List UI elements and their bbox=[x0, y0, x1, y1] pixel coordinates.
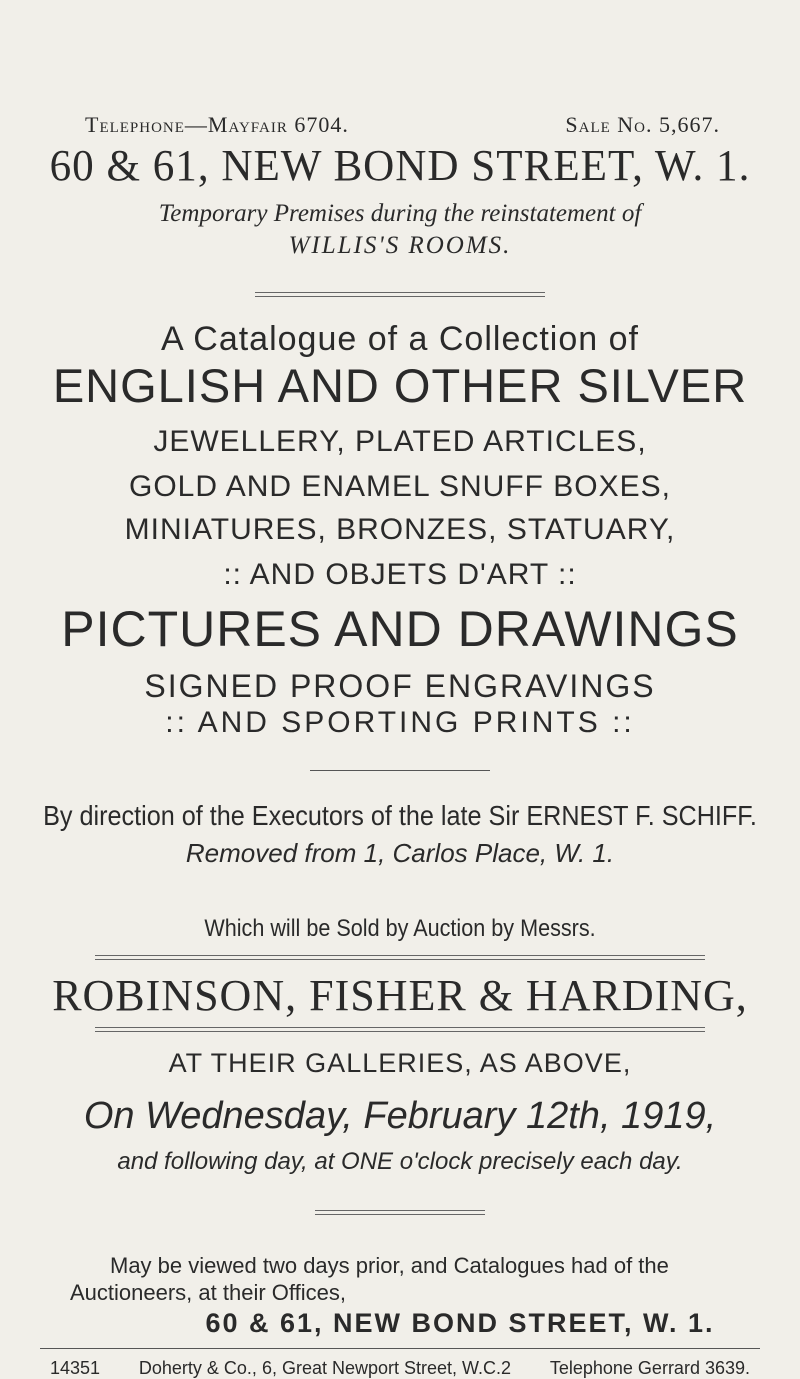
telephone-line: Telephone—Mayfair 6704. bbox=[85, 112, 349, 137]
offices-address: 60 & 61, NEW BOND STREET, W. 1. bbox=[205, 1308, 715, 1338]
divider bbox=[310, 770, 490, 771]
items-line-1: JEWELLERY, PLATED ARTICLES, bbox=[153, 425, 647, 458]
footer-number: 14351 bbox=[50, 1358, 101, 1378]
footer-rule bbox=[40, 1348, 760, 1349]
viewing-text: May be viewed two days prior, and Catalogues had of the Auctioneers, at their Offices, bbox=[70, 1253, 669, 1305]
items-line-3: MINIATURES, BRONZES, STATUARY, bbox=[124, 513, 676, 546]
firm-bottom-rule bbox=[95, 1027, 705, 1032]
willis-rooms: WILLIS'S ROOMS. bbox=[288, 232, 512, 259]
items-line-2: GOLD AND ENAMEL SNUFF BOXES, bbox=[129, 470, 671, 503]
removed-from-line: Removed from 1, Carlos Place, W. 1. bbox=[185, 838, 615, 868]
ornament-divider bbox=[255, 292, 545, 297]
temporary-premises: Temporary Premises during the reinstatement of bbox=[158, 200, 642, 227]
auctioneer-firm: ROBINSON, FISHER & HARDING, bbox=[52, 971, 748, 1020]
galleries-line: AT THEIR GALLERIES, AS ABOVE, bbox=[168, 1048, 632, 1078]
printer-telephone: Telephone Gerrard 3639. bbox=[549, 1358, 750, 1378]
pictures-heading: PICTURES AND DRAWINGS bbox=[61, 601, 739, 657]
printer-name: Doherty & Co., 6, Great Newport Street, W.C.2 bbox=[138, 1358, 512, 1378]
engravings-line: SIGNED PROOF ENGRAVINGS bbox=[144, 668, 656, 704]
catalogue-heading: A Catalogue of a Collection of bbox=[161, 320, 639, 358]
sale-date: On Wednesday, February 12th, 1919, bbox=[83, 1095, 717, 1137]
sale-time: and following day, at ONE o'clock precisely each day. bbox=[117, 1148, 683, 1175]
auction-intro: Which will be Sold by Auction by Messrs. bbox=[204, 915, 596, 942]
sale-number: Sale No. 5,667. bbox=[565, 112, 720, 137]
executors-line: By direction of the Executors of the late Sir ERNEST F. SCHIFF. bbox=[43, 800, 757, 831]
sporting-prints-line: :: AND SPORTING PRINTS :: bbox=[165, 706, 635, 739]
silver-heading: ENGLISH AND OTHER SILVER bbox=[52, 359, 748, 412]
ornament-divider-2 bbox=[315, 1210, 485, 1215]
header-address: 60 & 61, NEW BOND STREET, W. 1. bbox=[49, 141, 751, 190]
firm-top-rule bbox=[95, 955, 705, 960]
items-line-4: :: AND OBJETS D'ART :: bbox=[223, 558, 577, 591]
footer bbox=[50, 1358, 750, 1379]
